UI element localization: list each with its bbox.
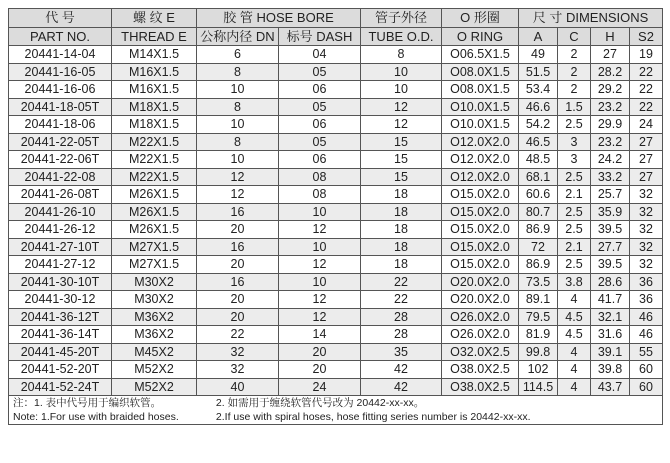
oring-cell: O10.0X1.5 xyxy=(442,98,519,116)
tube-od-cell: 28 xyxy=(361,326,442,344)
tube-od-cell: 15 xyxy=(361,151,442,169)
header-tube-od: TUBE O.D. xyxy=(361,28,442,46)
s2-cell: 36 xyxy=(630,291,663,309)
note-row-chinese xyxy=(9,396,663,411)
part-no-cell: 20441-30-10T xyxy=(9,273,112,291)
table-body xyxy=(9,9,663,396)
a-cell: 81.9 xyxy=(519,326,558,344)
s2-cell: 60 xyxy=(630,361,663,379)
c-cell: 2.5 xyxy=(558,221,591,239)
dash-cell: 12 xyxy=(279,256,361,274)
part-no-cell: 20441-27-10T xyxy=(9,238,112,256)
h-cell: 39.1 xyxy=(591,343,630,361)
h-cell: 31.6 xyxy=(591,326,630,344)
tube-od-cell: 42 xyxy=(361,378,442,396)
c-cell: 4 xyxy=(558,343,591,361)
table-row xyxy=(9,151,663,169)
thread-cell: M36X2 xyxy=(112,308,197,326)
tube-od-cell: 18 xyxy=(361,221,442,239)
dn-cell: 16 xyxy=(197,203,279,221)
h-cell: 35.9 xyxy=(591,203,630,221)
part-no-cell: 20441-52-24T xyxy=(9,378,112,396)
oring-cell: O15.0X2.0 xyxy=(442,256,519,274)
dn-cell: 20 xyxy=(197,291,279,309)
a-cell: 102 xyxy=(519,361,558,379)
dash-cell: 10 xyxy=(279,273,361,291)
s2-cell: 22 xyxy=(630,63,663,81)
tube-od-cell: 8 xyxy=(361,46,442,64)
dash-cell: 20 xyxy=(279,343,361,361)
header-part-no: PART NO. xyxy=(9,28,112,46)
h-cell: 28.2 xyxy=(591,63,630,81)
note-cell-english xyxy=(9,410,663,425)
a-cell: 46.6 xyxy=(519,98,558,116)
dn-cell: 32 xyxy=(197,343,279,361)
tube-od-cell: 22 xyxy=(361,273,442,291)
dash-cell: 20 xyxy=(279,361,361,379)
dash-cell: 10 xyxy=(279,203,361,221)
part-no-cell: 20441-45-20T xyxy=(9,343,112,361)
oring-cell: O15.0X2.0 xyxy=(442,203,519,221)
table-row xyxy=(9,63,663,81)
oring-cell: O15.0X2.0 xyxy=(442,221,519,239)
h-cell: 39.5 xyxy=(591,221,630,239)
tube-od-cell: 10 xyxy=(361,63,442,81)
tube-od-cell: 42 xyxy=(361,361,442,379)
dn-cell: 12 xyxy=(197,186,279,204)
c-cell: 2.5 xyxy=(558,116,591,134)
c-cell: 4.5 xyxy=(558,308,591,326)
table-row xyxy=(9,238,663,256)
tube-od-cell: 28 xyxy=(361,308,442,326)
h-cell: 43.7 xyxy=(591,378,630,396)
c-cell: 1.5 xyxy=(558,98,591,116)
c-cell: 2.1 xyxy=(558,238,591,256)
h-cell: 33.2 xyxy=(591,168,630,186)
a-cell: 51.5 xyxy=(519,63,558,81)
table-row xyxy=(9,361,663,379)
s2-cell: 19 xyxy=(630,46,663,64)
s2-cell: 22 xyxy=(630,98,663,116)
oring-cell: O26.0X2.0 xyxy=(442,308,519,326)
header-oring-cn: O 形圈 xyxy=(442,9,519,28)
header-thread: THREAD E xyxy=(112,28,197,46)
table-row xyxy=(9,326,663,344)
dash-cell: 06 xyxy=(279,151,361,169)
oring-cell: O20.0X2.0 xyxy=(442,273,519,291)
table-row xyxy=(9,343,663,361)
header-a: A xyxy=(519,28,558,46)
h-cell: 29.9 xyxy=(591,116,630,134)
table-row xyxy=(9,203,663,221)
s2-cell: 32 xyxy=(630,203,663,221)
h-cell: 41.7 xyxy=(591,291,630,309)
part-no-cell: 20441-26-12 xyxy=(9,221,112,239)
c-cell: 4 xyxy=(558,378,591,396)
part-no-cell: 20441-18-06 xyxy=(9,116,112,134)
oring-cell: O06.5X1.5 xyxy=(442,46,519,64)
dn-cell: 12 xyxy=(197,168,279,186)
dash-cell: 14 xyxy=(279,326,361,344)
thread-cell: M26X1.5 xyxy=(112,221,197,239)
tube-od-cell: 10 xyxy=(361,81,442,99)
s2-cell: 27 xyxy=(630,168,663,186)
dn-cell: 8 xyxy=(197,133,279,151)
s2-cell: 32 xyxy=(630,238,663,256)
header-dimensions: 尺 寸 DIMENSIONS xyxy=(519,9,663,28)
thread-cell: M30X2 xyxy=(112,273,197,291)
part-no-cell: 20441-22-06T xyxy=(9,151,112,169)
thread-cell: M27X1.5 xyxy=(112,238,197,256)
fitting-spec-table xyxy=(8,8,663,425)
thread-cell: M26X1.5 xyxy=(112,203,197,221)
header-thread-cn: 螺 纹 E xyxy=(112,9,197,28)
thread-cell: M16X1.5 xyxy=(112,81,197,99)
s2-cell: 32 xyxy=(630,186,663,204)
oring-cell: O12.0X2.0 xyxy=(442,151,519,169)
h-cell: 24.2 xyxy=(591,151,630,169)
note-row-english xyxy=(9,410,663,425)
s2-cell: 55 xyxy=(630,343,663,361)
a-cell: 53.4 xyxy=(519,81,558,99)
a-cell: 99.8 xyxy=(519,343,558,361)
s2-cell: 27 xyxy=(630,151,663,169)
h-cell: 27 xyxy=(591,46,630,64)
thread-cell: M14X1.5 xyxy=(112,46,197,64)
tube-od-cell: 18 xyxy=(361,238,442,256)
header-row-english xyxy=(9,28,663,46)
a-cell: 73.5 xyxy=(519,273,558,291)
s2-cell: 46 xyxy=(630,308,663,326)
table-row xyxy=(9,98,663,116)
table-row xyxy=(9,116,663,134)
dn-cell: 20 xyxy=(197,308,279,326)
header-tube-od-cn: 管子外径 xyxy=(361,9,442,28)
a-cell: 48.5 xyxy=(519,151,558,169)
a-cell: 79.5 xyxy=(519,308,558,326)
dn-cell: 10 xyxy=(197,81,279,99)
h-cell: 23.2 xyxy=(591,133,630,151)
oring-cell: O15.0X2.0 xyxy=(442,186,519,204)
part-no-cell: 20441-27-12 xyxy=(9,256,112,274)
note-en-1: Note: 1.For use with braided hoses. xyxy=(13,411,179,423)
tube-od-cell: 22 xyxy=(361,291,442,309)
thread-cell: M22X1.5 xyxy=(112,133,197,151)
table-row xyxy=(9,273,663,291)
oring-cell: O26.0X2.0 xyxy=(442,326,519,344)
part-no-cell: 20441-18-05T xyxy=(9,98,112,116)
table-row xyxy=(9,168,663,186)
h-cell: 29.2 xyxy=(591,81,630,99)
part-no-cell: 20441-22-08 xyxy=(9,168,112,186)
c-cell: 3 xyxy=(558,151,591,169)
c-cell: 2.1 xyxy=(558,186,591,204)
s2-cell: 24 xyxy=(630,116,663,134)
c-cell: 2.5 xyxy=(558,168,591,186)
c-cell: 2 xyxy=(558,46,591,64)
c-cell: 3 xyxy=(558,133,591,151)
dash-cell: 12 xyxy=(279,291,361,309)
thread-cell: M52X2 xyxy=(112,361,197,379)
table-row xyxy=(9,291,663,309)
dn-cell: 10 xyxy=(197,151,279,169)
oring-cell: O20.0X2.0 xyxy=(442,291,519,309)
h-cell: 25.7 xyxy=(591,186,630,204)
s2-cell: 60 xyxy=(630,378,663,396)
tube-od-cell: 18 xyxy=(361,203,442,221)
header-dn: 公称内径 DN xyxy=(197,28,279,46)
dn-cell: 20 xyxy=(197,256,279,274)
a-cell: 46.5 xyxy=(519,133,558,151)
c-cell: 2 xyxy=(558,81,591,99)
c-cell: 3.8 xyxy=(558,273,591,291)
table-row xyxy=(9,221,663,239)
note-en-2: 2.If use with spiral hoses, hose fitting series number is 20442-xx-xx. xyxy=(215,411,531,423)
thread-cell: M16X1.5 xyxy=(112,63,197,81)
dash-cell: 06 xyxy=(279,116,361,134)
h-cell: 32.1 xyxy=(591,308,630,326)
dash-cell: 06 xyxy=(279,81,361,99)
dash-cell: 12 xyxy=(279,308,361,326)
s2-cell: 32 xyxy=(630,256,663,274)
header-hose-bore: 胶 管 HOSE BORE xyxy=(197,9,361,28)
oring-cell: O12.0X2.0 xyxy=(442,168,519,186)
table-row xyxy=(9,256,663,274)
a-cell: 80.7 xyxy=(519,203,558,221)
table-row xyxy=(9,81,663,99)
thread-cell: M18X1.5 xyxy=(112,98,197,116)
s2-cell: 22 xyxy=(630,81,663,99)
a-cell: 60.6 xyxy=(519,186,558,204)
dash-cell: 08 xyxy=(279,186,361,204)
thread-cell: M22X1.5 xyxy=(112,151,197,169)
part-no-cell: 20441-26-08T xyxy=(9,186,112,204)
dash-cell: 24 xyxy=(279,378,361,396)
oring-cell: O08.0X1.5 xyxy=(442,81,519,99)
part-no-cell: 20441-16-06 xyxy=(9,81,112,99)
tube-od-cell: 18 xyxy=(361,186,442,204)
dash-cell: 10 xyxy=(279,238,361,256)
h-cell: 23.2 xyxy=(591,98,630,116)
dn-cell: 40 xyxy=(197,378,279,396)
header-oring: O RING xyxy=(442,28,519,46)
dn-cell: 16 xyxy=(197,273,279,291)
h-cell: 27.7 xyxy=(591,238,630,256)
s2-cell: 36 xyxy=(630,273,663,291)
dn-cell: 8 xyxy=(197,98,279,116)
dn-cell: 8 xyxy=(197,63,279,81)
tube-od-cell: 15 xyxy=(361,168,442,186)
tube-od-cell: 18 xyxy=(361,256,442,274)
a-cell: 72 xyxy=(519,238,558,256)
a-cell: 54.2 xyxy=(519,116,558,134)
part-no-cell: 20441-36-14T xyxy=(9,326,112,344)
oring-cell: O38.0X2.5 xyxy=(442,378,519,396)
thread-cell: M45X2 xyxy=(112,343,197,361)
dn-cell: 22 xyxy=(197,326,279,344)
part-no-cell: 20441-26-10 xyxy=(9,203,112,221)
h-cell: 39.5 xyxy=(591,256,630,274)
part-no-cell: 20441-30-12 xyxy=(9,291,112,309)
a-cell: 68.1 xyxy=(519,168,558,186)
note-cn-1: 注：1. 表中代号用于编织软管。 xyxy=(13,397,162,409)
c-cell: 4 xyxy=(558,291,591,309)
c-cell: 4 xyxy=(558,361,591,379)
dash-cell: 05 xyxy=(279,133,361,151)
dn-cell: 6 xyxy=(197,46,279,64)
table-row xyxy=(9,133,663,151)
header-dash: 标号 DASH xyxy=(279,28,361,46)
part-no-cell: 20441-36-12T xyxy=(9,308,112,326)
dn-cell: 10 xyxy=(197,116,279,134)
dash-cell: 08 xyxy=(279,168,361,186)
a-cell: 86.9 xyxy=(519,221,558,239)
table-row xyxy=(9,186,663,204)
oring-cell: O32.0X2.5 xyxy=(442,343,519,361)
s2-cell: 46 xyxy=(630,326,663,344)
table-row xyxy=(9,378,663,396)
c-cell: 4.5 xyxy=(558,326,591,344)
header-part-no-cn: 代 号 xyxy=(9,9,112,28)
header-s2: S2 xyxy=(630,28,663,46)
note-cn-2: 2. 如需用于缠绕软管代号改为 20442-xx-xx。 xyxy=(215,397,425,409)
s2-cell: 32 xyxy=(630,221,663,239)
header-h: H xyxy=(591,28,630,46)
dash-cell: 05 xyxy=(279,63,361,81)
a-cell: 89.1 xyxy=(519,291,558,309)
oring-cell: O15.0X2.0 xyxy=(442,238,519,256)
c-cell: 2.5 xyxy=(558,256,591,274)
dash-cell: 12 xyxy=(279,221,361,239)
oring-cell: O10.0X1.5 xyxy=(442,116,519,134)
oring-cell: O08.0X1.5 xyxy=(442,63,519,81)
thread-cell: M27X1.5 xyxy=(112,256,197,274)
h-cell: 39.8 xyxy=(591,361,630,379)
thread-cell: M36X2 xyxy=(112,326,197,344)
part-no-cell: 20441-14-04 xyxy=(9,46,112,64)
c-cell: 2.5 xyxy=(558,203,591,221)
table-row xyxy=(9,46,663,64)
thread-cell: M30X2 xyxy=(112,291,197,309)
oring-cell: O38.0X2.5 xyxy=(442,361,519,379)
thread-cell: M18X1.5 xyxy=(112,116,197,134)
a-cell: 86.9 xyxy=(519,256,558,274)
header-c: C xyxy=(558,28,591,46)
thread-cell: M26X1.5 xyxy=(112,186,197,204)
dash-cell: 05 xyxy=(279,98,361,116)
part-no-cell: 20441-52-20T xyxy=(9,361,112,379)
notes-body xyxy=(9,396,663,425)
dn-cell: 16 xyxy=(197,238,279,256)
s2-cell: 27 xyxy=(630,133,663,151)
c-cell: 2 xyxy=(558,63,591,81)
dash-cell: 04 xyxy=(279,46,361,64)
thread-cell: M22X1.5 xyxy=(112,168,197,186)
dn-cell: 32 xyxy=(197,361,279,379)
table-row xyxy=(9,308,663,326)
fitting-spec-table-wrapper xyxy=(8,8,662,425)
oring-cell: O12.0X2.0 xyxy=(442,133,519,151)
a-cell: 49 xyxy=(519,46,558,64)
tube-od-cell: 15 xyxy=(361,133,442,151)
a-cell: 114.5 xyxy=(519,378,558,396)
dn-cell: 20 xyxy=(197,221,279,239)
part-no-cell: 20441-22-05T xyxy=(9,133,112,151)
note-cell-chinese xyxy=(9,396,663,411)
tube-od-cell: 12 xyxy=(361,116,442,134)
tube-od-cell: 12 xyxy=(361,98,442,116)
thread-cell: M52X2 xyxy=(112,378,197,396)
part-no-cell: 20441-16-05 xyxy=(9,63,112,81)
h-cell: 28.6 xyxy=(591,273,630,291)
tube-od-cell: 35 xyxy=(361,343,442,361)
header-row-chinese xyxy=(9,9,663,28)
